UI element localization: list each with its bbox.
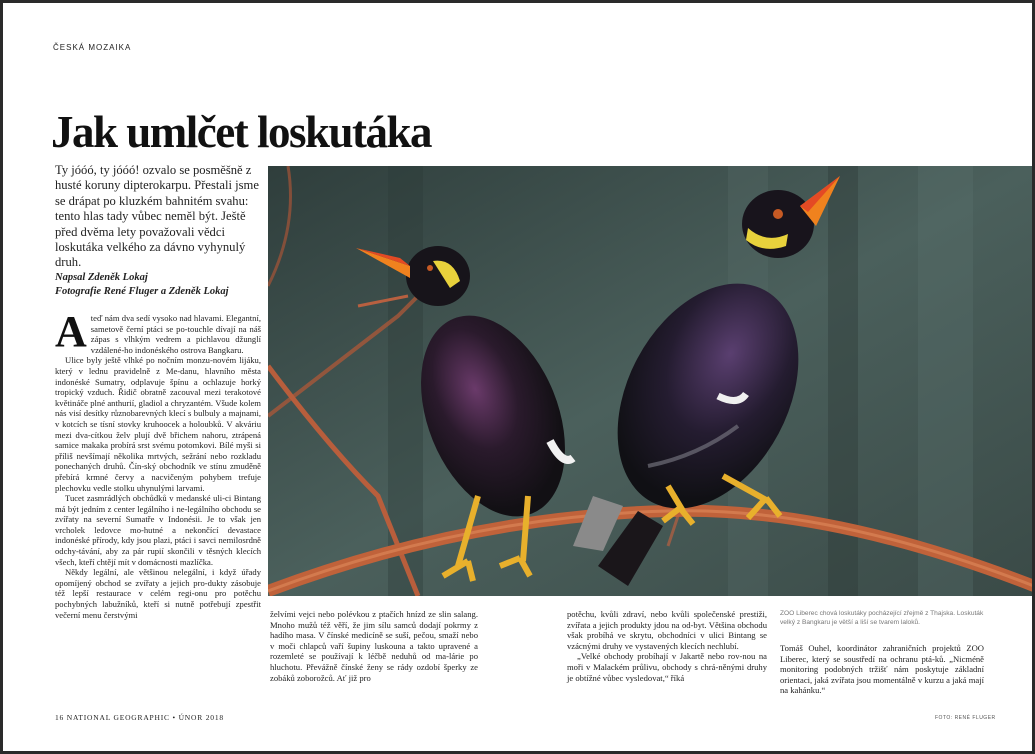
- photo-illustration: [268, 166, 1032, 596]
- body-paragraph: Ulice byly ještě vlhké po nočním monzu-novém lijáku, který v lednu pravidelně z Me-danu, hlavního města indonéské Sumatry, odplavuje špínu a ochlazuje horký tropický vzduch. Řidič obratně zacouval mezi terakotové květináče plné anthurií, gladiol a chryzantém. Všude kolem nás visí desítky různobarevných klecí s bulbuly a majnami, v kotcích se tísní stovky kruhoocek a holoubků. V akváriu mezi dva-cítkou želv plují dvě břichem nahoru, ztrápená samice makaka probírá srst svému potomkovi. Bílé myši si příliš nevšímají několika mrtvých, sežrání nebo rozkladu ponechaných druhů. Čín-ský obchodník ve stínu zmuděně přebírá krmné červy a nacvičeným pohybem trefuje plechovku vedle stolku uhynulými larvami.: [55, 355, 261, 493]
- drop-cap: A: [55, 307, 87, 356]
- page-folio: 16 NATIONAL GEOGRAPHIC • ÚNOR 2018: [55, 713, 224, 722]
- photo-caption: ZOO Liberec chová loskutáky pocházející zřejmě z Thajska. Loskuták velký z Bangkaru je větší a liší se tvarem laloků.: [780, 610, 984, 626]
- body-column-4: [780, 643, 984, 696]
- photo-credit: FOTO: RENÉ FLUGER: [935, 715, 996, 721]
- article-intro: Ty jóóó, ty jóóó! ozvalo se posměšně z husté koruny dipterokarpu. Přestali jsme se drápat po kluzkém bahnitém svahu: tento hlas tady vůbec neměl být. Ještě před dvěma lety považovali vědci loskutáka velkého za dávno vyhynulý druh.: [55, 163, 259, 270]
- magazine-page: [3, 3, 1032, 751]
- body-paragraph: Někdy legální, ale většinou nelegální, i když úřady opomíjený obchod se zvířaty a jejich pro-dukty zásobuje též lepší restaurace v celém regi-onu pro potěchu pochybných labužníků, kteří si nutně potřebují zpestřit večerní menu čerstvými: [55, 567, 261, 620]
- section-label: ČESKÁ MOZAIKA: [53, 43, 132, 52]
- body-paragraph: Tomáš Ouhel, koordinátor zahraničních projektů ZOO Liberec, který se soustředí na ochranu ptá-ků. „Nicméně monitoring podobných tržišť nám poskytuje základní orientaci, jaká zvířata jsou momentálně v kurzu a jaká mají na kahánku.“: [780, 643, 984, 696]
- body-paragraph: Tucet zasmrádlých obchůdků v medanské uli-ci Bintang má být jedním z center legálního i ne-legálního obchodu se zvířaty na severní Sumatře v Indonésii. Je to však jen vrcholek ledovce mo-hutné a nekončící devastace indonéské přírody, kdy jsou plazi, ptáci i savci nemilosrdně odchy-távání, aby za pár rupií skončili v těsných klecích všech, kteří chtějí mít v domácnosti mazlíčka.: [55, 493, 261, 567]
- body-paragraph: potěchu, kvůli zdraví, nebo kvůli společenské prestiži, zvířata a jejich produkty jdou na od-byt. Většina obchodu však probíhá ve skrytu, obchodníci v ulici Bintang se vzácnými druhy ve vystavených klecích nechlubí.: [567, 609, 767, 651]
- body-column-3: [567, 609, 767, 683]
- body-paragraph-text: teď nám dva sedí vysoko nad hlavami. Elegantní, sametově černí ptáci se po-touchle dívají na náš zápas s vlhkým vedrem a pichlavou džunglí vzdálené-ho indonéského ostrova Bangkaru.: [90, 313, 261, 355]
- body-column-2: [270, 609, 478, 683]
- body-column-1: [55, 307, 261, 620]
- article-headline: Jak umlčet loskutáka: [51, 107, 432, 157]
- byline-photos: Fotografie René Fluger a Zdeněk Lokaj: [55, 286, 229, 297]
- myna-birds-photo: [268, 166, 1032, 596]
- byline-author: Napsal Zdeněk Lokaj: [55, 272, 148, 283]
- byline: [55, 271, 265, 299]
- body-paragraph: „Velké obchody probíhají v Jakartě nebo rov-nou na moři v Malackém průlivu, obchody s chrá-něnými druhy je obtížné vůbec vysledovat,“ říká: [567, 651, 767, 683]
- body-paragraph: želvími vejci nebo polévkou z ptačích hnízd ze slin salang. Mnoho mužů též věří, že jim sílu samců dodají pokrmy z hadího masa. V čínské medicíně se suší, pečou, smaží nebo v moči chlapců vaří šupiny luskouna a takto upravené a rozemleté se používají k léčbě neduhů od ma-lárie po hluchotu. Převážně čínské ženy se rády ozdobí šperky ze zobáků zoborožců. Ať již pro: [270, 609, 478, 683]
- body-paragraph: [55, 307, 261, 356]
